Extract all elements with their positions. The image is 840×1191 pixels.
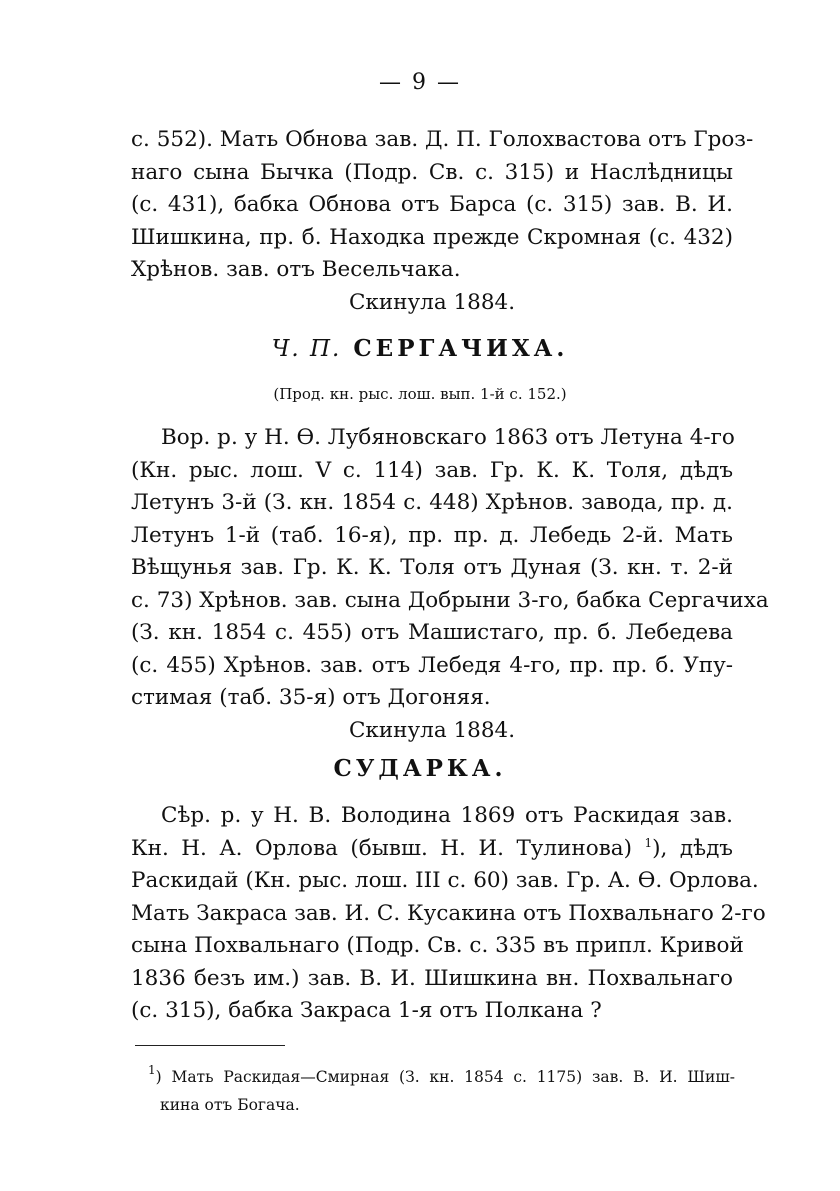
text-line: (Кн. рыс. лош. V с. 114) зав. Гр. К. К. Толя, дѣдъ	[131, 457, 733, 483]
continued-entry	[131, 124, 754, 319]
footnote-line	[148, 1063, 735, 1091]
text-line: Шишкина, пр. б. Находка прежде Скромная (с. 432)	[131, 224, 733, 250]
text-line: с. 552). Мать Обнова зав. Д. П. Голохвастова отъ Гроз-	[131, 127, 754, 152]
entry-sudarka	[131, 800, 766, 1028]
closing-note: Скинула 1884.	[348, 717, 516, 743]
footnote-line: кина отъ Богача.	[160, 1096, 300, 1114]
text-line-with-footnote	[131, 833, 733, 866]
text-line: (с. 315), бабка Закраса 1-я отъ Полкана ?	[131, 998, 602, 1023]
section-heading-sudarka: СУДАРКА.	[333, 755, 507, 782]
text-line: (с. 431), бабка Обнова отъ Барса (с. 315) зав. В. И.	[131, 192, 733, 217]
footnote-ref: 1	[644, 835, 653, 850]
text-line: с. 73) Хрѣнов. зав. сына Добрыни 3-го, бабка Сергачиха	[131, 587, 769, 613]
text-line: Сѣр. р. у Н. В. Володина 1869 отъ Раскидая зав.	[161, 803, 733, 828]
section-subtitle: (Прод. кн. рыс. лош. вып. 1-й с. 152.)	[273, 385, 567, 403]
text-segment: Кн. Н. А. Орлова (бывш. Н. И. Тулинова)	[131, 835, 632, 861]
heading-title: СЕРГАЧИХА.	[353, 335, 569, 362]
entry-sergachikha	[131, 422, 769, 747]
footnote	[148, 1063, 735, 1119]
text-line: 1836 безъ им.) зав. В. И. Шишкина вн. Похвальнаго	[131, 965, 733, 991]
text-line: (с. 455) Хрѣнов. зав. отъ Лебедя 4-го, пр. пр. б. Упу-	[131, 652, 733, 678]
heading-prefix: Ч. П.	[271, 336, 342, 362]
footnote-divider	[135, 1045, 285, 1046]
text-line: (З. кн. 1854 с. 455) отъ Машистаго, пр. б. Лебедева	[131, 620, 733, 645]
text-line: Вѣщунья зав. Гр. К. К. Толя отъ Дуная (З. кн. т. 2-й	[131, 555, 733, 580]
closing-note: Скинула 1884.	[348, 289, 516, 315]
text-line: Летунъ 1-й (таб. 16-я), пр. пр. д. Лебедь 2-й. Мать	[131, 522, 733, 548]
text-line: Вор. р. у Н. Ѳ. Лубяновскаго 1863 отъ Летуна 4-го	[161, 425, 735, 450]
footnote-text: ) Мать Раскидая—Смирная (З. кн. 1854 с. 1175) зав. В. И. Шиш-	[155, 1068, 735, 1086]
text-line: Хрѣнов. зав. отъ Весельчака.	[131, 257, 461, 282]
text-line: Раскидай (Кн. рыс. лош. III с. 60) зав. Гр. А. Ѳ. Орлова.	[131, 868, 759, 893]
text-line: наго сына Бычка (Подр. Св. с. 315) и Наслѣдницы	[131, 159, 733, 185]
footnote-marker: 1	[148, 1063, 156, 1077]
text-line: Мать Закраса зав. И. С. Кусакина отъ Похвальнаго 2-го	[131, 900, 766, 926]
text-segment: ), дѣдъ	[652, 835, 733, 861]
page-number: — 9 —	[379, 70, 461, 95]
text-line: сына Похвальнаго (Подр. Св. с. 335 въ припл. Кривой	[131, 933, 744, 958]
section-heading-sergachikha	[0, 335, 840, 362]
text-line: Летунъ 3-й (З. кн. 1854 с. 448) Хрѣнов. завода, пр. д.	[131, 490, 733, 515]
text-line: стимая (таб. 35-я) отъ Догоняя.	[131, 685, 491, 710]
